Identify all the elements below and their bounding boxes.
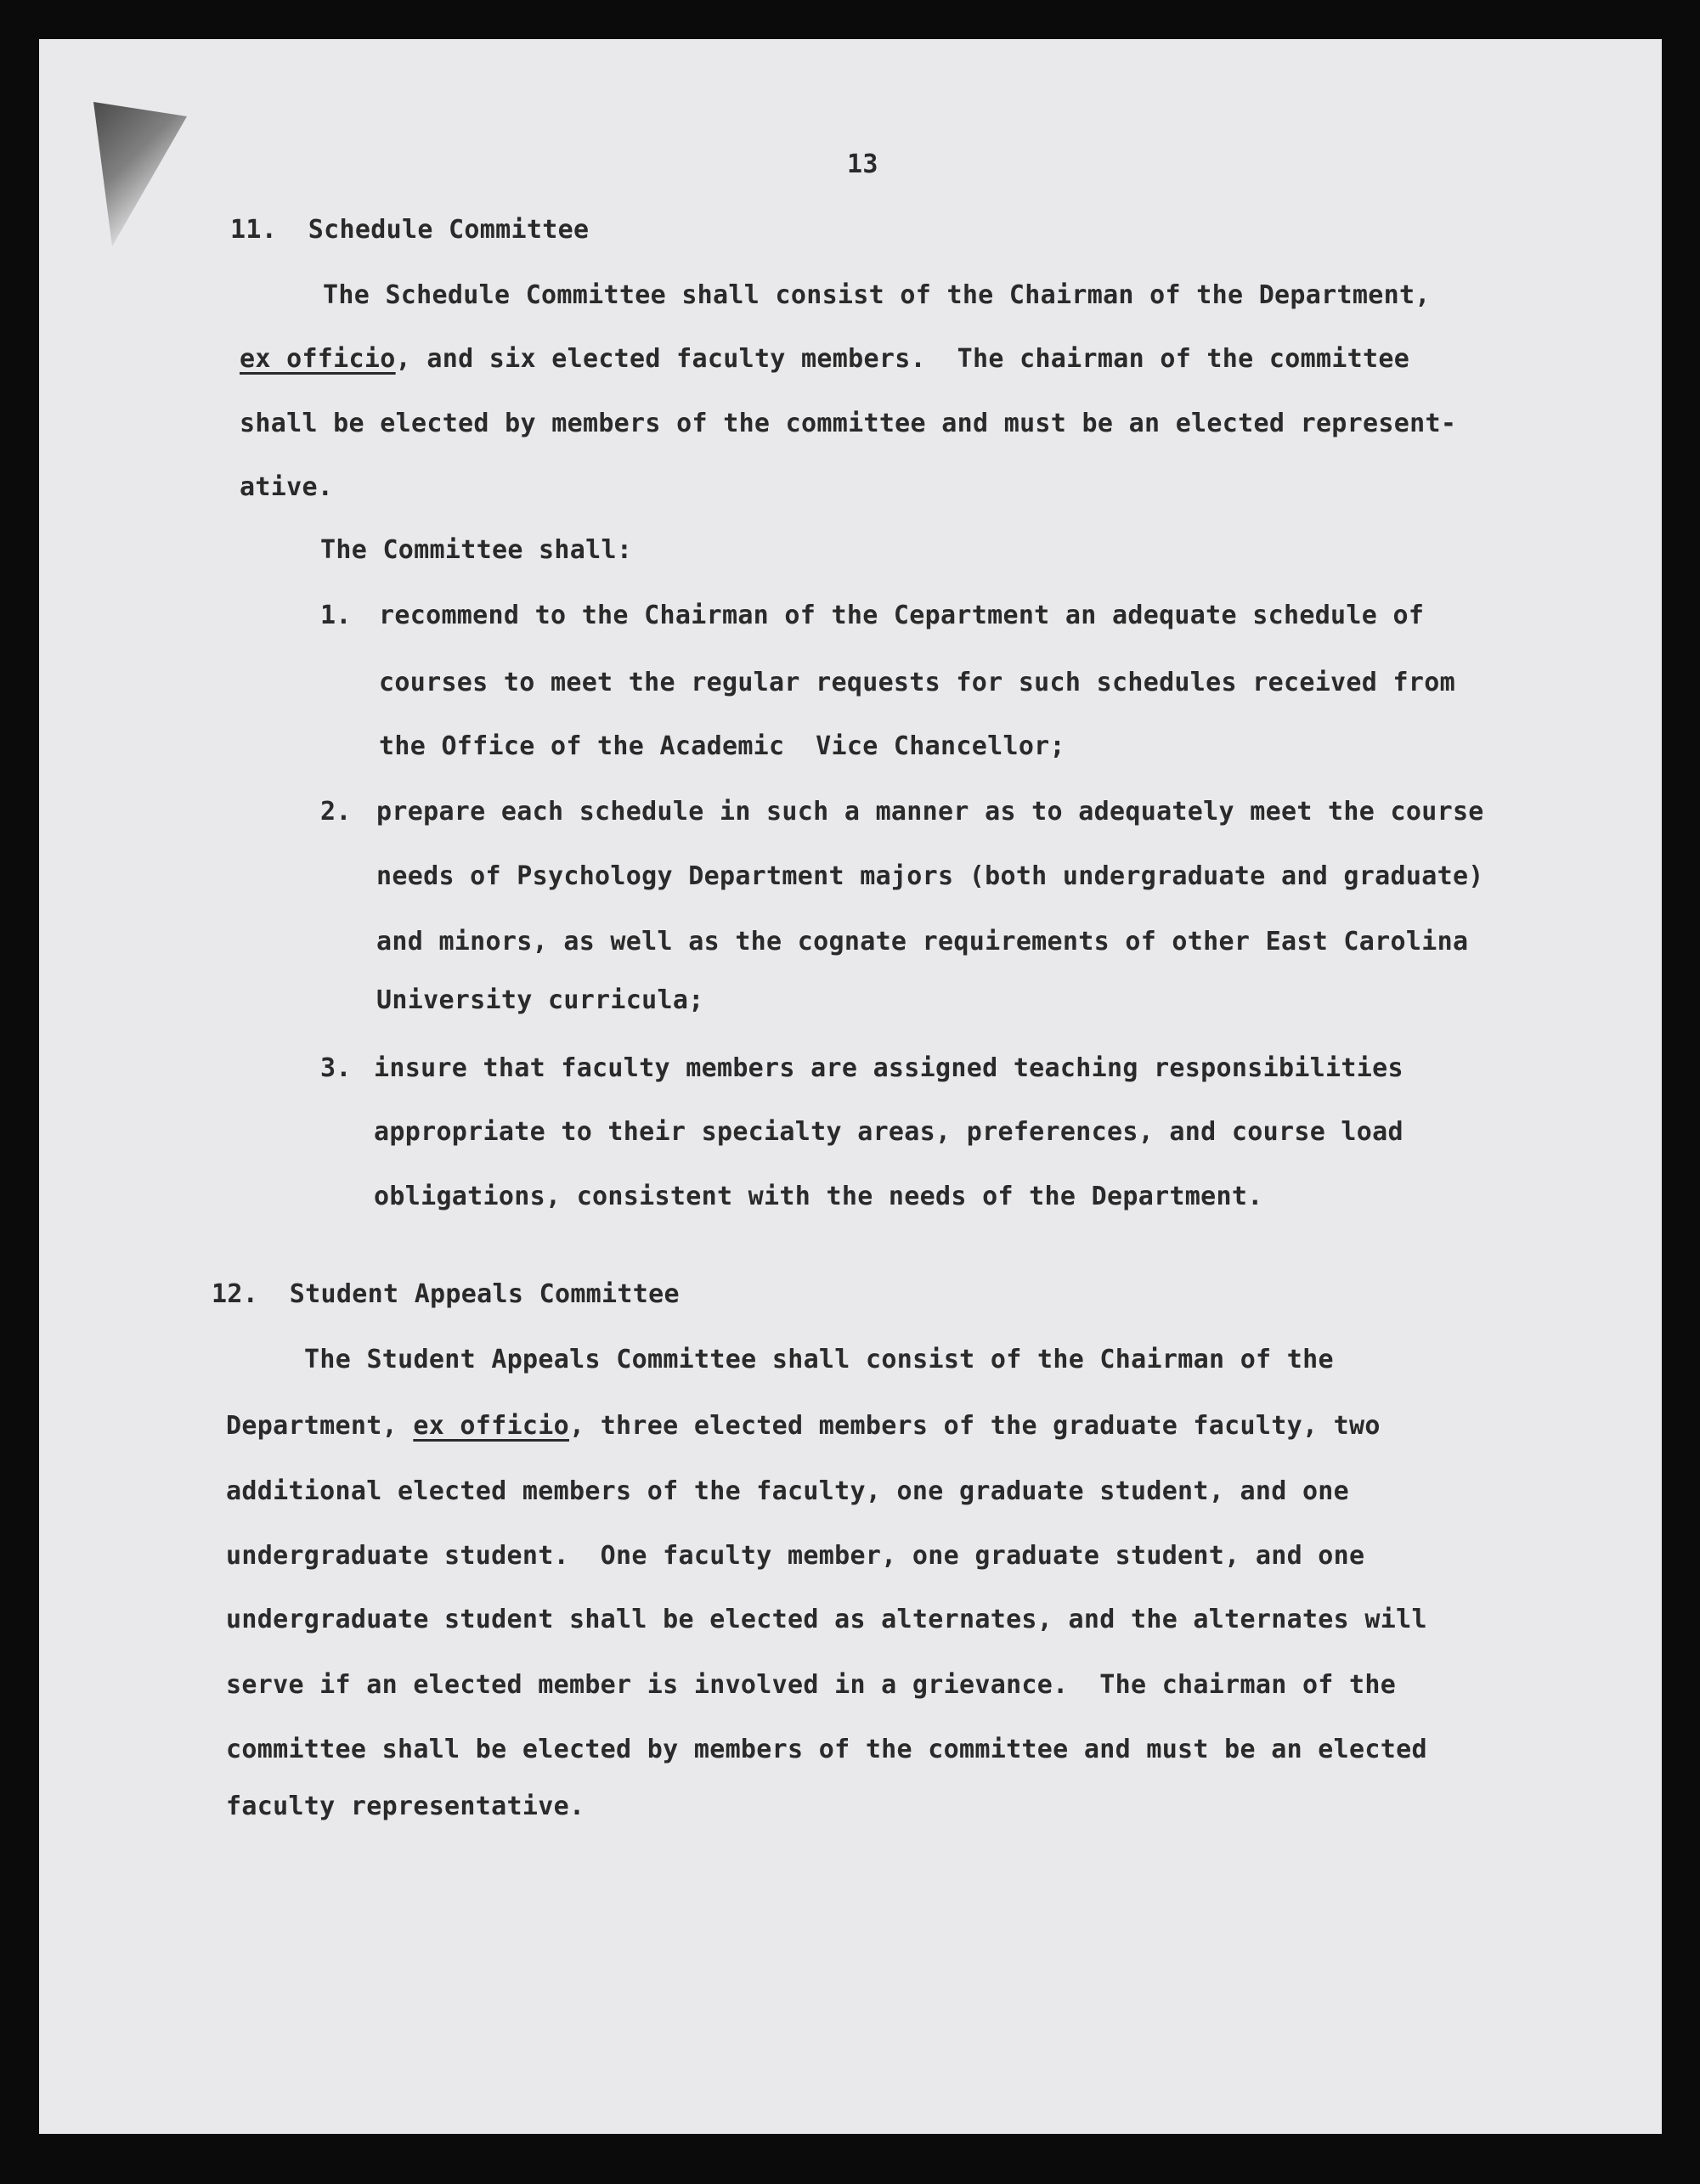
list-item-line: insure that faculty members are assigned teaching responsibilities [374, 1053, 1403, 1083]
list-item-line: courses to meet the regular requests for such schedules received from [379, 668, 1455, 697]
ex-officio-underlined: ex officio [413, 1411, 569, 1441]
list-item-line: prepare each schedule in such a manner as to adequately meet the course [376, 797, 1484, 827]
paragraph-line: The Schedule Committee shall consist of the Chairman of the Department, [323, 280, 1431, 310]
text: Department, [226, 1411, 414, 1441]
list-number: 1. [320, 601, 352, 630]
list-intro: The Committee shall: [320, 535, 633, 565]
list-item-line: University curricula; [376, 985, 704, 1015]
paragraph-line: undergraduate student shall be elected as alternates, and the alternates will [226, 1605, 1427, 1634]
paragraph-line: ative. [240, 472, 334, 502]
text: , three elected members of the graduate faculty, two [568, 1411, 1381, 1441]
list-item-line: appropriate to their specialty areas, preferences, and course load [374, 1117, 1403, 1147]
list-item-line: the Office of the Academic Vice Chancellor; [379, 731, 1065, 761]
list-item-line: needs of Psychology Department majors (both undergraduate and graduate) [376, 861, 1484, 891]
paragraph-line: additional elected members of the faculty, one graduate student, and one [226, 1476, 1350, 1506]
paragraph-line: serve if an elected member is involved in a grievance. The chairman of the [226, 1670, 1397, 1700]
section-12-heading: 12. Student Appeals Committee [212, 1279, 680, 1309]
paragraph-line: undergraduate student. One faculty member, one graduate student, and one [226, 1541, 1365, 1571]
ex-officio-underlined: ex officio [240, 344, 396, 374]
text: , and six elected faculty members. The chairman of the committee [395, 344, 1410, 374]
list-item-line: recommend to the Chairman of the Cepartment an adequate schedule of [379, 601, 1425, 630]
paragraph-line: committee shall be elected by members of the committee and must be an elected [226, 1735, 1427, 1764]
section-11-heading: 11. Schedule Committee [230, 215, 590, 245]
page-number: 13 [847, 150, 878, 179]
list-item-line: obligations, consistent with the needs of the Department. [374, 1182, 1263, 1211]
paragraph-line [240, 342, 1409, 376]
list-item-line: and minors, as well as the cognate requirements of other East Carolina [376, 927, 1469, 957]
list-number: 2. [320, 797, 352, 827]
paragraph-line: shall be elected by members of the committee and must be an elected represent- [240, 409, 1457, 438]
paragraph-line: faculty representative. [226, 1792, 585, 1821]
paragraph-line: The Student Appeals Committee shall consist of the Chairman of the [304, 1345, 1334, 1374]
paragraph-line [226, 1409, 1381, 1443]
list-number: 3. [320, 1053, 352, 1083]
